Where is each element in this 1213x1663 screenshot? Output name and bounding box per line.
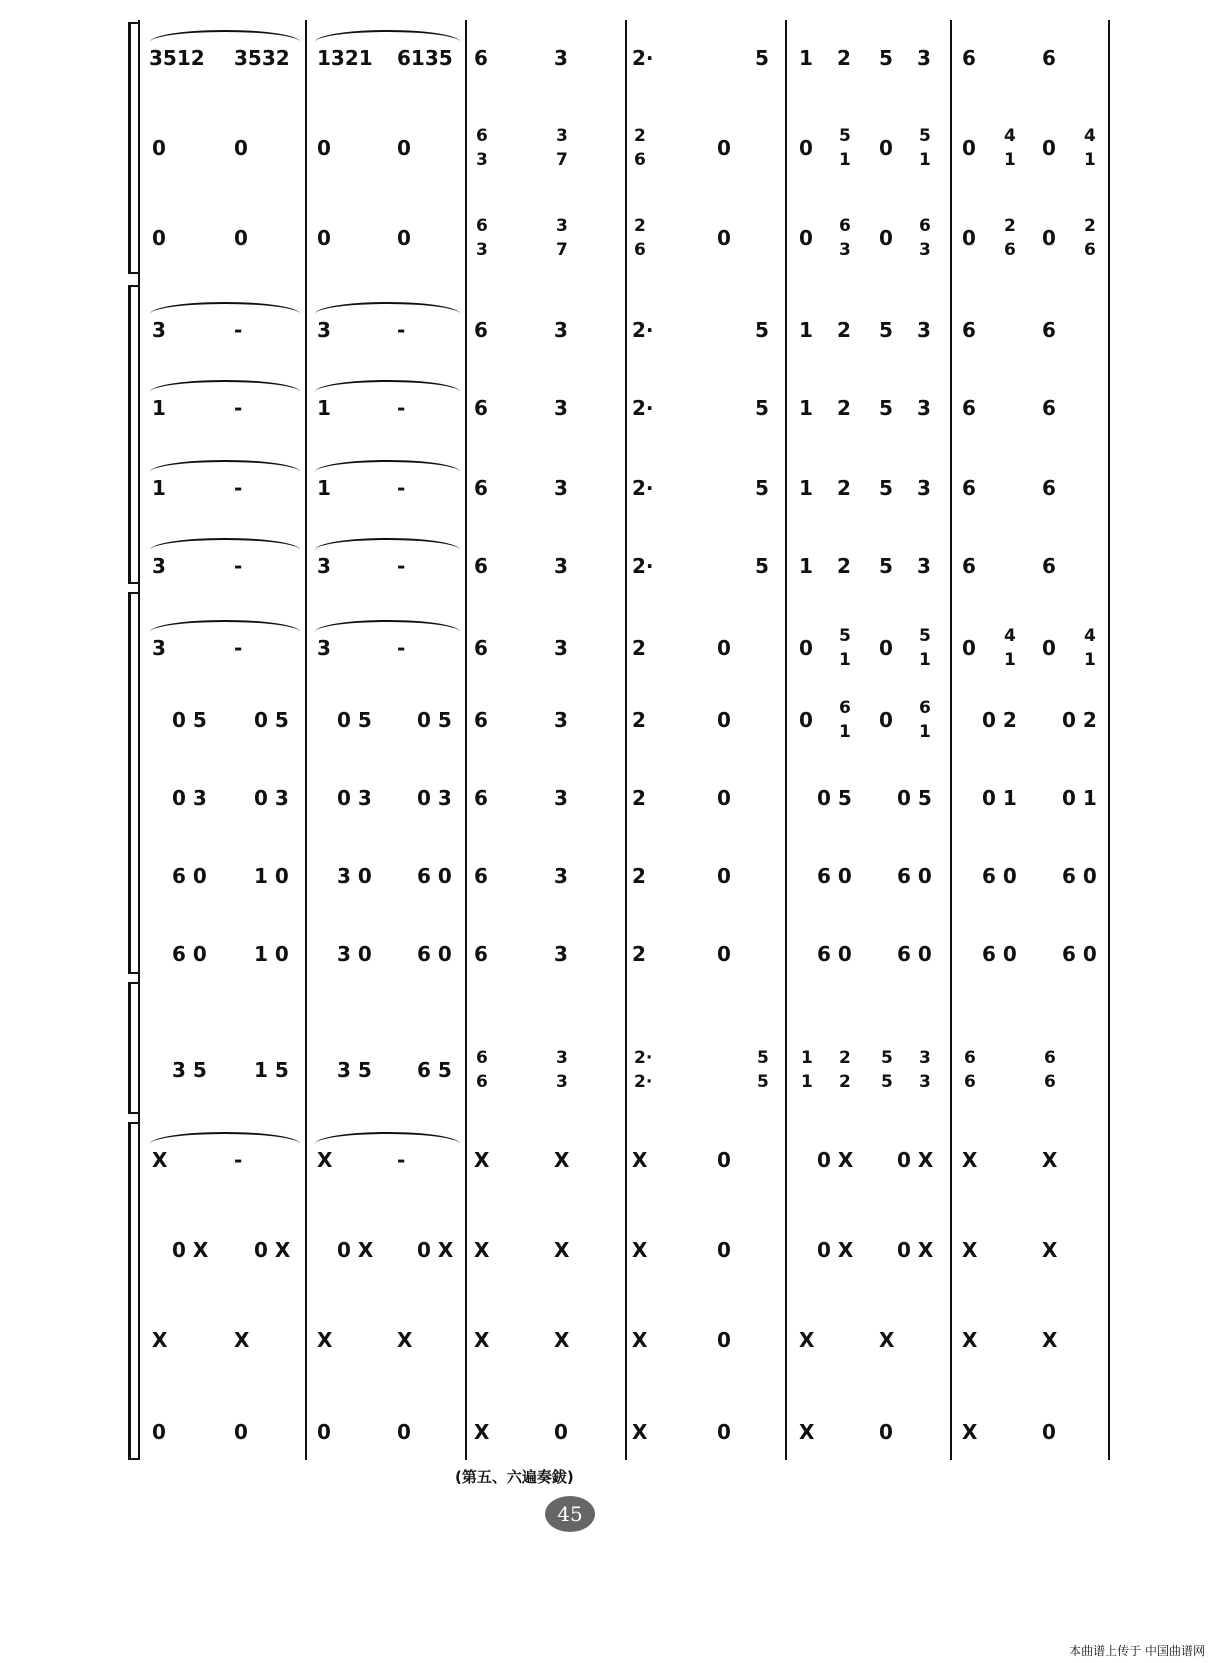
slur-arc xyxy=(150,460,300,484)
note-token: 6 0 xyxy=(817,864,852,888)
note-token: - xyxy=(234,636,243,660)
note-token: 0 xyxy=(799,226,813,250)
bracket-cap xyxy=(128,972,140,974)
note-token: 0 3 xyxy=(337,786,372,810)
note-lower: 3 xyxy=(476,240,488,260)
barline xyxy=(950,20,952,1460)
barline xyxy=(305,20,307,1460)
note-token: - xyxy=(397,318,406,342)
bracket-cap xyxy=(128,22,140,24)
note-upper: 6 xyxy=(476,216,488,236)
note-token: 0 xyxy=(799,708,813,732)
note-lower: 1 xyxy=(1004,650,1016,670)
note-upper: 5 xyxy=(757,1048,769,1068)
note-upper: 6 xyxy=(1044,1048,1056,1068)
note-upper: 6 xyxy=(919,698,931,718)
note-token: - xyxy=(234,1148,243,1172)
note-token: 0 2 xyxy=(982,708,1017,732)
note-token: 3 xyxy=(917,476,931,500)
note-token: 2 xyxy=(837,46,851,70)
note-token: - xyxy=(234,554,243,578)
note-token: X xyxy=(799,1420,815,1444)
note-token: 2· xyxy=(632,396,654,420)
note-upper: 2 xyxy=(1084,216,1096,236)
note-lower: 1 xyxy=(839,150,851,170)
note-token: 0 xyxy=(397,1420,411,1444)
note-token: 6 xyxy=(1042,46,1056,70)
note-token: 5 xyxy=(755,46,769,70)
note-token: X xyxy=(317,1328,333,1352)
note-token: 0 xyxy=(234,136,248,160)
bracket-cap xyxy=(128,1458,140,1460)
note-token: 0 5 xyxy=(417,708,452,732)
note-lower: 1 xyxy=(801,1072,813,1092)
note-upper: 5 xyxy=(881,1048,893,1068)
note-token: 0 xyxy=(717,636,731,660)
note-token: 0 X xyxy=(897,1238,934,1262)
note-token: 3 xyxy=(554,46,568,70)
note-token: 6 5 xyxy=(417,1058,452,1082)
note-upper: 2 xyxy=(1004,216,1016,236)
note-upper: 3 xyxy=(556,1048,568,1068)
note-token: X xyxy=(397,1328,413,1352)
note-token: 3 xyxy=(554,786,568,810)
note-token: 1 0 xyxy=(254,864,289,888)
note-token: 6 xyxy=(474,554,488,578)
note-token: X xyxy=(1042,1238,1058,1262)
note-token: 3 xyxy=(554,554,568,578)
note-token: X xyxy=(474,1328,490,1352)
note-token: 3 5 xyxy=(172,1058,207,1082)
note-token: - xyxy=(397,476,406,500)
note-token: 6 xyxy=(1042,318,1056,342)
note-token: 2 xyxy=(632,786,646,810)
note-token: 6 0 xyxy=(982,864,1017,888)
note-token: 1 xyxy=(799,318,813,342)
note-lower: 7 xyxy=(556,240,568,260)
note-lower: 1 xyxy=(1004,150,1016,170)
note-lower: 1 xyxy=(1084,150,1096,170)
note-upper: 6 xyxy=(476,126,488,146)
note-lower: 2 xyxy=(839,1072,851,1092)
note-token: 6 xyxy=(962,396,976,420)
bracket-cap xyxy=(128,285,140,287)
note-token: 0 xyxy=(152,226,166,250)
slur-arc xyxy=(315,30,460,54)
note-token: 2· xyxy=(632,46,654,70)
note-upper: 4 xyxy=(1084,626,1096,646)
note-upper: 1 xyxy=(801,1048,813,1068)
note-token: 6 xyxy=(474,942,488,966)
note-token: 3532 xyxy=(234,46,290,70)
slur-arc xyxy=(315,460,460,484)
note-token: 0 xyxy=(717,786,731,810)
note-upper: 5 xyxy=(919,626,931,646)
note-token: X xyxy=(879,1328,895,1352)
note-token: 1 xyxy=(317,476,331,500)
note-token: 5 xyxy=(755,396,769,420)
note-token: 0 xyxy=(717,226,731,250)
note-token: 3 xyxy=(917,318,931,342)
note-token: 0 5 xyxy=(172,708,207,732)
note-token: 0 xyxy=(717,1328,731,1352)
note-token: 3 xyxy=(554,318,568,342)
note-token: 3 xyxy=(554,864,568,888)
note-token: 2 xyxy=(837,554,851,578)
note-token: 6 xyxy=(474,786,488,810)
note-token: 6 0 xyxy=(172,864,207,888)
note-token: 0 xyxy=(879,708,893,732)
note-upper: 5 xyxy=(839,626,851,646)
note-token: 1 xyxy=(317,396,331,420)
note-token: 5 xyxy=(879,554,893,578)
note-token: 0 1 xyxy=(1062,786,1097,810)
note-token: 0 xyxy=(152,1420,166,1444)
page-number: 45 xyxy=(545,1496,595,1532)
note-token: 6 xyxy=(1042,476,1056,500)
note-token: X xyxy=(1042,1148,1058,1172)
note-token: 5 xyxy=(879,46,893,70)
note-token: 3 xyxy=(554,708,568,732)
note-token: 0 xyxy=(962,226,976,250)
note-lower: 7 xyxy=(556,150,568,170)
note-token: 0 xyxy=(879,1420,893,1444)
barline xyxy=(138,20,140,1460)
barline xyxy=(1108,20,1110,1460)
note-token: 0 5 xyxy=(897,786,932,810)
note-token: 0 xyxy=(717,864,731,888)
note-token: 0 xyxy=(962,636,976,660)
note-token: 5 xyxy=(755,476,769,500)
note-token: 6 xyxy=(474,864,488,888)
note-lower: 6 xyxy=(964,1072,976,1092)
slur-arc xyxy=(150,380,300,404)
note-token: 1 xyxy=(799,396,813,420)
note-token: 3 xyxy=(152,554,166,578)
slur-arc xyxy=(315,380,460,404)
note-token: 6 0 xyxy=(897,942,932,966)
slur-arc xyxy=(150,538,300,562)
note-lower: 3 xyxy=(476,150,488,170)
note-token: X xyxy=(474,1238,490,1262)
note-token: 0 xyxy=(234,226,248,250)
note-token: 5 xyxy=(879,318,893,342)
note-token: - xyxy=(397,554,406,578)
barline xyxy=(465,20,467,1460)
note-lower: 1 xyxy=(919,722,931,742)
note-token: X xyxy=(962,1328,978,1352)
note-upper: 5 xyxy=(839,126,851,146)
note-token: 0 xyxy=(1042,136,1056,160)
note-token: X xyxy=(632,1328,648,1352)
bracket xyxy=(128,22,131,272)
bracket xyxy=(128,1122,131,1458)
bracket xyxy=(128,285,131,582)
note-token: 2 xyxy=(837,318,851,342)
note-token: 3 xyxy=(917,396,931,420)
note-token: 0 xyxy=(962,136,976,160)
slur-arc xyxy=(315,620,460,644)
note-token: 0 1 xyxy=(982,786,1017,810)
note-token: 1 xyxy=(152,476,166,500)
note-token: 3 5 xyxy=(337,1058,372,1082)
note-token: 0 5 xyxy=(817,786,852,810)
note-token: - xyxy=(234,396,243,420)
note-token: 6 xyxy=(474,476,488,500)
note-token: 0 xyxy=(717,708,731,732)
note-token: 6 xyxy=(474,318,488,342)
note-lower: 6 xyxy=(1004,240,1016,260)
note-token: 3 0 xyxy=(337,864,372,888)
note-token: X xyxy=(962,1420,978,1444)
note-token: 0 X xyxy=(897,1148,934,1172)
note-token: 6 xyxy=(474,46,488,70)
note-token: X xyxy=(554,1238,570,1262)
note-token: - xyxy=(397,636,406,660)
note-upper: 2 xyxy=(634,126,646,146)
note-token: 0 xyxy=(717,1148,731,1172)
note-token: 6 0 xyxy=(817,942,852,966)
note-lower: 1 xyxy=(839,722,851,742)
note-token: 5 xyxy=(879,476,893,500)
note-lower: 1 xyxy=(919,650,931,670)
note-upper: 2 xyxy=(839,1048,851,1068)
note-token: 3 xyxy=(317,318,331,342)
note-token: 1 xyxy=(799,476,813,500)
note-token: 0 X xyxy=(817,1148,854,1172)
note-token: 1 5 xyxy=(254,1058,289,1082)
bracket-cap xyxy=(128,1112,140,1114)
note-token: 6 0 xyxy=(1062,864,1097,888)
note-token: X xyxy=(632,1148,648,1172)
note-token: 3512 xyxy=(149,46,205,70)
note-token: 0 X xyxy=(417,1238,454,1262)
note-lower: 6 xyxy=(476,1072,488,1092)
note-token: 0 xyxy=(397,226,411,250)
bracket-cap xyxy=(128,982,140,984)
note-token: 0 xyxy=(717,136,731,160)
note-token: 0 xyxy=(799,636,813,660)
note-token: 6 xyxy=(1042,554,1056,578)
bracket xyxy=(128,592,131,972)
note-upper: 5 xyxy=(919,126,931,146)
note-upper: 4 xyxy=(1084,126,1096,146)
note-lower: 5 xyxy=(881,1072,893,1092)
slur-arc xyxy=(315,1132,460,1156)
note-token: 0 xyxy=(317,136,331,160)
note-token: 2 xyxy=(632,942,646,966)
note-token: X xyxy=(317,1148,333,1172)
note-lower: 6 xyxy=(634,150,646,170)
slur-arc xyxy=(315,538,460,562)
note-token: 3 xyxy=(917,46,931,70)
note-token: 0 5 xyxy=(254,708,289,732)
bracket-cap xyxy=(128,1122,140,1124)
note-lower: 3 xyxy=(919,240,931,260)
bracket-cap xyxy=(128,582,140,584)
note-token: 6 xyxy=(474,708,488,732)
note-token: 3 xyxy=(554,636,568,660)
note-token: 6 xyxy=(474,396,488,420)
note-token: 3 xyxy=(917,554,931,578)
note-token: X xyxy=(632,1238,648,1262)
note-token: 0 xyxy=(152,136,166,160)
note-upper: 4 xyxy=(1004,626,1016,646)
note-token: 0 xyxy=(717,1420,731,1444)
barline xyxy=(785,20,787,1460)
note-token: - xyxy=(397,396,406,420)
note-upper: 2· xyxy=(634,1048,653,1068)
note-token: 0 X xyxy=(254,1238,291,1262)
note-token: - xyxy=(397,1148,406,1172)
note-token: 3 xyxy=(554,942,568,966)
note-token: 2 xyxy=(837,476,851,500)
note-upper: 2 xyxy=(634,216,646,236)
note-token: 0 xyxy=(234,1420,248,1444)
note-token: X xyxy=(554,1328,570,1352)
note-upper: 6 xyxy=(919,216,931,236)
note-lower: 3 xyxy=(556,1072,568,1092)
note-token: 0 xyxy=(317,1420,331,1444)
note-token: 6 xyxy=(962,554,976,578)
note-token: 6 0 xyxy=(1062,942,1097,966)
note-token: 1 xyxy=(799,46,813,70)
note-token: 0 xyxy=(554,1420,568,1444)
note-token: X xyxy=(474,1420,490,1444)
note-token: 0 X xyxy=(172,1238,209,1262)
bracket-cap xyxy=(128,272,140,274)
bracket xyxy=(128,982,131,1112)
note-lower: 6 xyxy=(634,240,646,260)
note-token: 3 0 xyxy=(337,942,372,966)
note-token: 1 0 xyxy=(254,942,289,966)
note-upper: 3 xyxy=(556,126,568,146)
note-token: 6 0 xyxy=(417,864,452,888)
note-token: 2 xyxy=(837,396,851,420)
note-token: 5 xyxy=(755,318,769,342)
note-token: 3 xyxy=(554,476,568,500)
note-lower: 5 xyxy=(757,1072,769,1092)
note-token: 3 xyxy=(317,636,331,660)
note-upper: 3 xyxy=(556,216,568,236)
footnote: (第五、六遍奏鈸) xyxy=(455,1468,574,1486)
note-token: X xyxy=(152,1148,168,1172)
note-lower: 3 xyxy=(919,1072,931,1092)
note-token: X xyxy=(234,1328,250,1352)
note-token: 6 0 xyxy=(172,942,207,966)
barline xyxy=(625,20,627,1460)
note-token: 6 0 xyxy=(417,942,452,966)
note-token: 2 xyxy=(632,708,646,732)
note-token: 3 xyxy=(152,636,166,660)
note-token: 6 xyxy=(1042,396,1056,420)
note-token: 3 xyxy=(317,554,331,578)
note-token: 5 xyxy=(755,554,769,578)
note-token: 1 xyxy=(799,554,813,578)
note-token: 1321 xyxy=(317,46,373,70)
note-upper: 3 xyxy=(919,1048,931,1068)
note-token: 0 xyxy=(717,942,731,966)
slur-arc xyxy=(150,620,300,644)
slur-arc xyxy=(150,1132,300,1156)
note-token: 5 xyxy=(879,396,893,420)
note-token: X xyxy=(962,1238,978,1262)
note-token: 2· xyxy=(632,318,654,342)
note-lower: 1 xyxy=(839,650,851,670)
note-upper: 6 xyxy=(839,216,851,236)
credit-text: 本曲谱上传于 中国曲谱网 xyxy=(1069,1644,1205,1658)
note-token: 0 5 xyxy=(337,708,372,732)
note-token: 6 0 xyxy=(897,864,932,888)
note-token: X xyxy=(152,1328,168,1352)
note-token: 6 xyxy=(474,636,488,660)
note-token: 0 xyxy=(799,136,813,160)
note-token: 0 3 xyxy=(172,786,207,810)
note-lower: 6 xyxy=(1044,1072,1056,1092)
note-token: 6 xyxy=(962,46,976,70)
note-token: 6135 xyxy=(397,46,453,70)
note-token: 0 xyxy=(397,136,411,160)
note-token: 0 xyxy=(1042,226,1056,250)
note-token: X xyxy=(554,1148,570,1172)
note-token: - xyxy=(234,476,243,500)
note-token: X xyxy=(632,1420,648,1444)
note-token: 3 xyxy=(152,318,166,342)
note-lower: 1 xyxy=(1084,650,1096,670)
note-token: 2 xyxy=(632,636,646,660)
note-upper: 6 xyxy=(476,1048,488,1068)
note-token: 0 xyxy=(717,1238,731,1262)
note-token: 0 xyxy=(879,226,893,250)
note-token: 0 X xyxy=(817,1238,854,1262)
note-token: 0 3 xyxy=(254,786,289,810)
note-token: 0 xyxy=(1042,636,1056,660)
slur-arc xyxy=(150,302,300,326)
note-lower: 1 xyxy=(919,150,931,170)
note-upper: 6 xyxy=(964,1048,976,1068)
note-token: 6 0 xyxy=(982,942,1017,966)
note-token: 0 xyxy=(879,636,893,660)
note-token: 3 xyxy=(554,396,568,420)
note-lower: 2· xyxy=(634,1072,653,1092)
note-lower: 3 xyxy=(839,240,851,260)
note-token: X xyxy=(799,1328,815,1352)
note-lower: 6 xyxy=(1084,240,1096,260)
note-token: X xyxy=(474,1148,490,1172)
note-token: 6 xyxy=(962,318,976,342)
note-upper: 6 xyxy=(839,698,851,718)
note-token: X xyxy=(962,1148,978,1172)
note-token: X xyxy=(1042,1328,1058,1352)
note-token: 0 X xyxy=(337,1238,374,1262)
note-token: - xyxy=(234,318,243,342)
note-token: 0 3 xyxy=(417,786,452,810)
slur-arc xyxy=(150,30,300,54)
note-token: 0 xyxy=(1042,1420,1056,1444)
note-token: 0 xyxy=(317,226,331,250)
note-token: 2 xyxy=(632,864,646,888)
note-token: 0 2 xyxy=(1062,708,1097,732)
slur-arc xyxy=(315,302,460,326)
bracket-cap xyxy=(128,592,140,594)
note-token: 2· xyxy=(632,476,654,500)
note-upper: 4 xyxy=(1004,126,1016,146)
note-token: 2· xyxy=(632,554,654,578)
note-token: 6 xyxy=(962,476,976,500)
note-token: 0 xyxy=(879,136,893,160)
note-token: 1 xyxy=(152,396,166,420)
